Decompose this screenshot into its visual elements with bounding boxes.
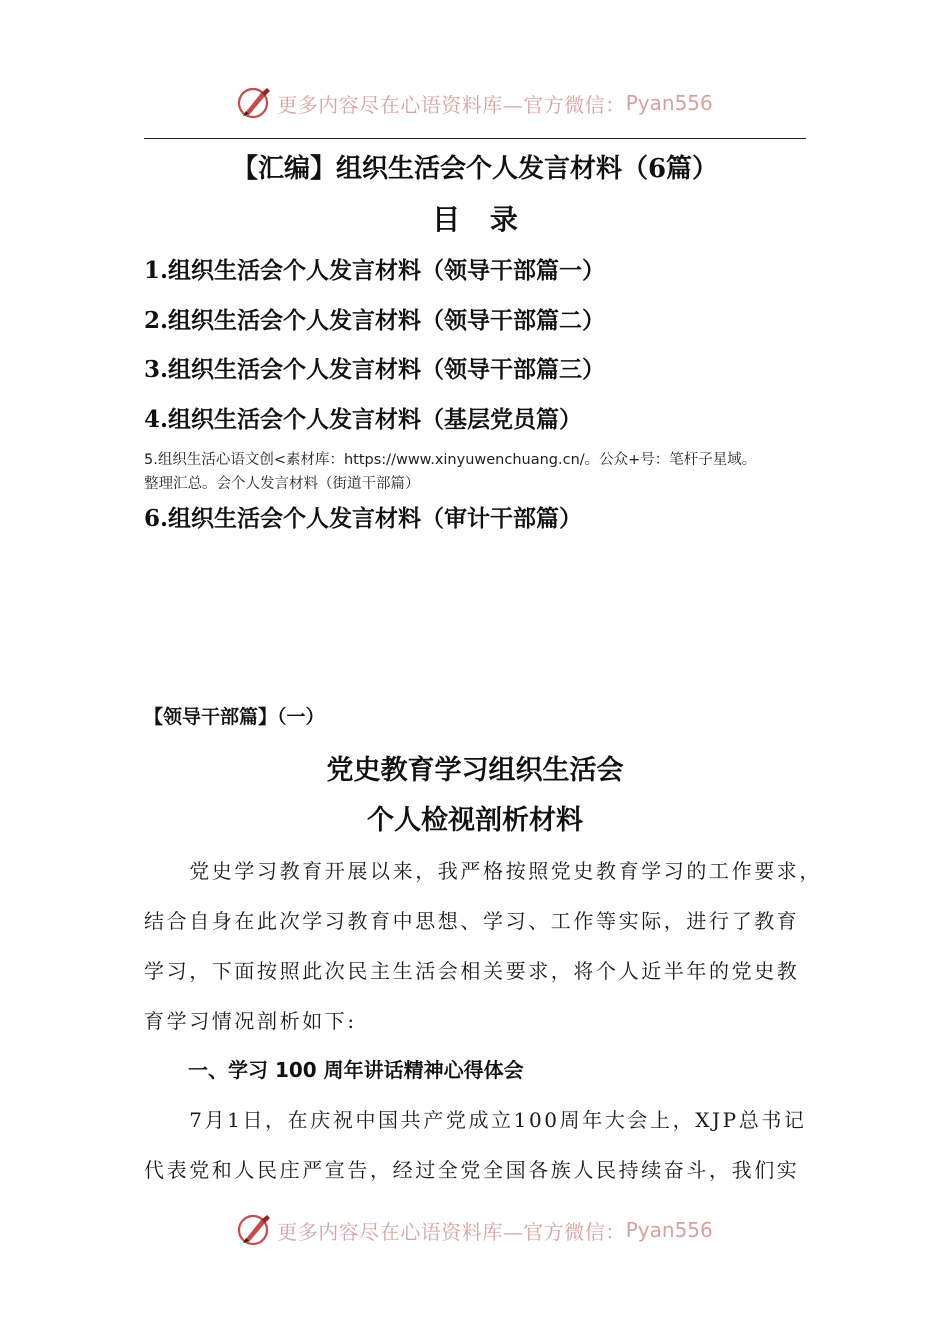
main-title-line2: 个人检视剖析材料 bbox=[367, 805, 583, 836]
document-title: 【汇编】组织生活会个人发言材料（6篇） bbox=[231, 154, 719, 184]
section-subheading: 一、学习 100 周年讲话精神心得体会 bbox=[188, 1058, 524, 1082]
paragraph-1-line-3: 学习，下面按照此次民主生活会相关要求，将个人近半年的党史教 bbox=[144, 959, 800, 983]
pen-logo-icon bbox=[237, 1212, 273, 1248]
header-rule bbox=[144, 138, 806, 139]
watermark-text: 更多内容尽在心语资料库—官方微信： bbox=[277, 92, 626, 117]
toc-item-4: 4.组织生活会个人发言材料（基层党员篇） bbox=[144, 406, 583, 433]
paragraph-1-line-1: 党史学习教育开展以来，我严格按照党史教育学习的工作要求， bbox=[144, 859, 822, 883]
watermark-banner-top bbox=[0, 83, 950, 123]
watermark-text: 更多内容尽在心语资料库—官方微信： bbox=[277, 1219, 626, 1244]
watermark-handle: Pyan556 bbox=[625, 91, 713, 115]
toc-item-3: 3.组织生活会个人发言材料（领导干部篇三） bbox=[144, 356, 606, 383]
toc-heading: 目 录 bbox=[432, 203, 528, 236]
section-label: 【领导干部篇】（一） bbox=[144, 706, 325, 728]
paragraph-2-line-1: 7月1日，在庆祝中国共产党成立100周年大会上，XJP总书记 bbox=[144, 1108, 807, 1132]
watermark-banner-bottom bbox=[0, 1210, 950, 1250]
toc-item-5-line1: 5.组织生活心语文创<素材库：https://www.xinyuwenchuang.cn/。公众+号：笔杆子星域。 bbox=[144, 452, 757, 468]
pen-logo-icon bbox=[237, 85, 273, 121]
main-title-line1: 党史教育学习组织生活会 bbox=[326, 755, 624, 786]
paragraph-1-line-4: 育学习情况剖析如下: bbox=[144, 1009, 357, 1033]
toc-item-1: 1.组织生活会个人发言材料（领导干部篇一） bbox=[144, 257, 606, 284]
toc-item-2: 2.组织生活会个人发言材料（领导干部篇二） bbox=[144, 307, 606, 334]
toc-item-6: 6.组织生活会个人发言材料（审计干部篇） bbox=[144, 505, 583, 532]
paragraph-2-line-2: 代表党和人民庄严宣告，经过全党全国各族人民持续奋斗，我们实 bbox=[144, 1158, 800, 1182]
watermark-handle: Pyan556 bbox=[625, 1218, 713, 1242]
paragraph-1-line-2: 结合自身在此次学习教育中思想、学习、工作等实际，进行了教育 bbox=[144, 909, 800, 933]
toc-item-5-line2: 整理汇总。会个人发言材料（街道干部篇） bbox=[144, 476, 420, 492]
